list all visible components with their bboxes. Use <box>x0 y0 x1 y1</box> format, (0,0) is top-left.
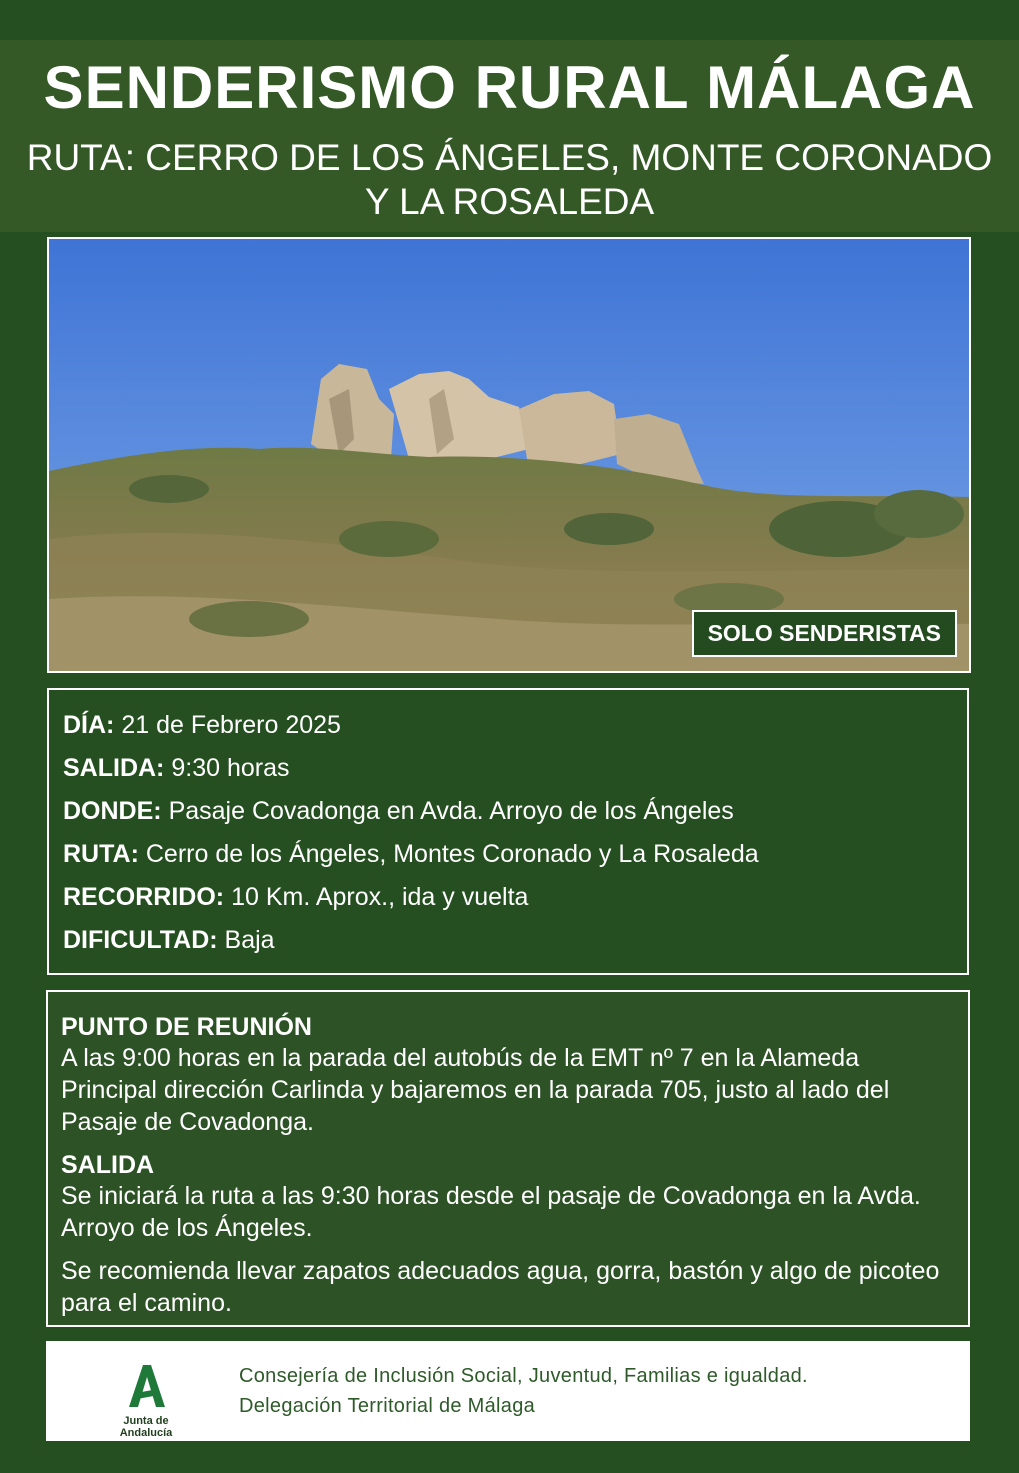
detail-distance <box>63 882 528 912</box>
detail-difficulty-label: DIFICULTAD: <box>63 926 218 954</box>
route-subtitle-line2: Y LA ROSALEDA <box>364 181 655 222</box>
event-details-box <box>47 688 969 975</box>
footer-delegation: Delegación Territorial de Málaga <box>239 1395 536 1417</box>
footer-banner <box>46 1341 970 1441</box>
detail-where-value: Pasaje Covadonga en Avda. Arroyo de los Ángeles <box>168 797 734 825</box>
detail-distance-value: 10 Km. Aprox., ida y vuelta <box>231 883 529 911</box>
hikers-only-badge: SOLO SENDERISTAS <box>692 610 957 657</box>
meeting-text: A las 9:00 horas en la parada del autobús de la EMT nº 7 en la Alameda Principal dirección Carlinda y bajaremos en la parada 705, justo al lado del Pasaje de Covadonga. <box>61 1044 890 1136</box>
footer-ministry: Consejería de Inclusión Social, Juventud, Familias e igualdad. <box>239 1365 808 1387</box>
detail-route <box>63 839 759 869</box>
route-subtitle-line1: RUTA: CERRO DE LOS ÁNGELES, MONTE CORONADO <box>26 137 993 178</box>
page-title: SENDERISMO RURAL MÁLAGA <box>43 54 976 121</box>
meeting-point-box <box>46 990 970 1327</box>
detail-departure <box>63 753 289 783</box>
detail-where-label: DONDE: <box>63 797 162 825</box>
rock-hill-illustration <box>49 239 969 671</box>
recommendation-text: Se recomienda llevar zapatos adecuados agua, gorra, bastón y algo de picoteo para el camino. <box>61 1257 940 1317</box>
detail-day <box>63 710 341 740</box>
departure-heading: SALIDA <box>61 1151 155 1179</box>
junta-andalucia-logo-icon <box>96 1359 196 1411</box>
detail-distance-label: RECORRIDO: <box>63 883 225 911</box>
detail-difficulty <box>63 925 275 955</box>
detail-departure-value: 9:30 horas <box>171 754 290 782</box>
detail-difficulty-value: Baja <box>224 926 275 954</box>
detail-route-label: RUTA: <box>63 840 139 868</box>
logo-label: Junta de Andalucía <box>119 1415 173 1439</box>
header-banner <box>0 40 1019 232</box>
detail-departure-label: SALIDA: <box>63 754 165 782</box>
detail-day-value: 21 de Febrero 2025 <box>121 711 341 739</box>
detail-route-value: Cerro de los Ángeles, Montes Coronado y La Rosaleda <box>145 840 759 868</box>
route-photo <box>47 237 971 673</box>
detail-where <box>63 796 734 826</box>
departure-text: Se iniciará la ruta a las 9:30 horas desde el pasaje de Covadonga en la Avda. Arroyo de los Ángeles. <box>61 1182 921 1242</box>
meeting-heading: PUNTO DE REUNIÓN <box>61 1013 312 1041</box>
junta-andalucia-logo <box>96 1359 196 1439</box>
route-subtitle <box>0 136 1019 224</box>
detail-day-label: DÍA: <box>63 711 115 739</box>
